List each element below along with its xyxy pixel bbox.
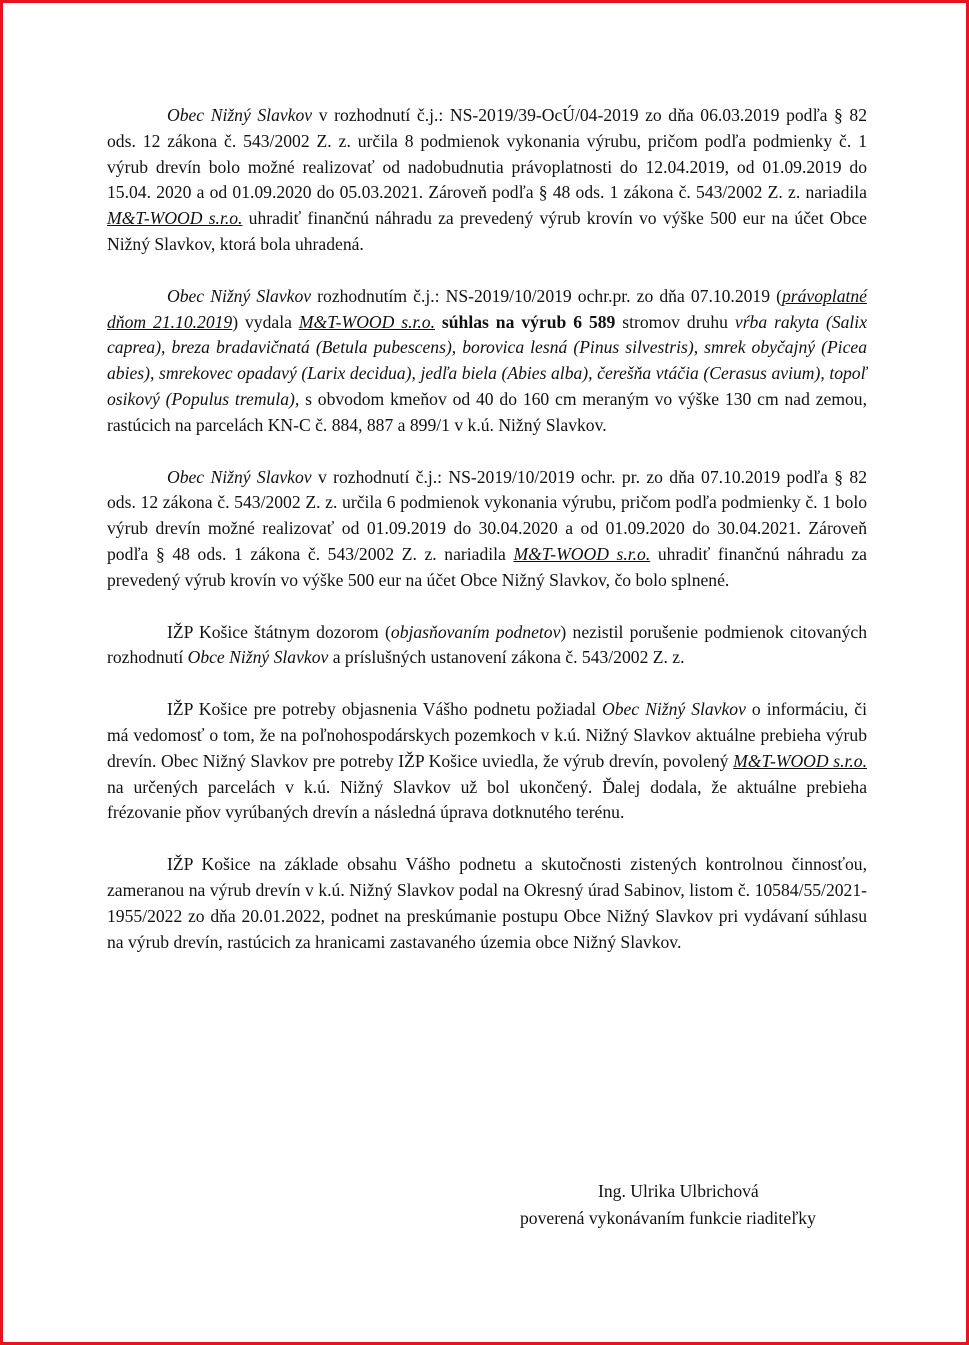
paragraph-text: uhradiť finančnú náhradu za prevedený výrub krovín vo výške 500 eur na účet Obce Nižný Slavkov, ktorá bola uhradená. bbox=[107, 208, 867, 254]
paragraph-text: IŽP Košice pre potreby objasnenia Vášho podnetu požiadal bbox=[167, 699, 602, 720]
paragraph-text: v rozhodnutí č.j.: NS-2019/10/2019 ochr. pr. zo dňa 07.10.2019 podľa § 82 ods. 12 zákona č. 543/2002 Z. z. určila 6 podmienok vykonania výrubu, pričom podľa podmienky č. 1 bolo výrub drevín možné realizovať od 01.09.2019 do 30.04.2020 a od 01.09.2020 do 30.04.2021. Zároveň podľa § 48 ods. 1 zákona č. 543/2002 Z. z. nariadila bbox=[107, 466, 867, 564]
paragraph-text: stromov druhu bbox=[615, 311, 735, 332]
company-name: M&T-WOOD s.r.o. bbox=[107, 208, 243, 229]
paragraph-6 bbox=[107, 852, 867, 955]
paragraph-2 bbox=[107, 284, 867, 439]
paragraph-text: ) nezistil porušenie podmienok citovaných rozhodnutí bbox=[107, 621, 868, 668]
paragraph-3 bbox=[107, 465, 867, 594]
letter-body bbox=[107, 103, 867, 981]
company-name: M&T-WOOD s.r.o. bbox=[513, 543, 651, 564]
paragraph-text: IŽP Košice na základe obsahu Vášho podnetu a skutočnosti zistených kontrolnou činnosťou, zameranou na výrub drevín v k.ú. Nižný Slavkov podal na Okresný úrad Sabinov, listom č. 10584/55/2021-1955/2022 zo dňa 20.01.2022, podnet na preskúmanie postupu Obce Nižný Slavkov pri vydávaní súhlasu na výrub drevín, rastúcich za hranicami zastavaného územia obce Nižný Slavkov. bbox=[107, 854, 867, 952]
obec-name: Obec Nižný Slavkov bbox=[601, 699, 746, 720]
obec-name: Obec Nižný Slavkov bbox=[167, 285, 312, 306]
signatory-name: Ing. Ulrika Ulbrichová bbox=[598, 1181, 759, 1201]
paragraph-4 bbox=[107, 620, 867, 672]
paragraph-text: na určených parcelách v k.ú. Nižný Slavkov už bol ukončený. Ďalej dodala, že aktuálne prebieha frézovanie pňov vyrúbaných drevín a následná úprava dotknutého terénu. bbox=[107, 776, 867, 823]
paragraph-text: s obvodom kmeňov od 40 do 160 cm meraným vo výške 130 cm nad zemou, rastúcich na parcelách KN-C č. 884, 887 a 899/1 v k.ú. Nižný Slavkov. bbox=[107, 388, 867, 435]
paragraph-text: o informáciu, či má vedomosť o tom, že na poľnohospodárskych pozemkoch v k.ú. Nižný Slavkov aktuálne prebieha výrub drevín. Obec Nižný Slavkov pre potreby IŽP Košice uviedla, že výrub drevín, povolený bbox=[107, 699, 867, 771]
paragraph-text: uhradiť finančnú náhradu za prevedený výrub krovín vo výške 500 eur na účet Obce Nižný Slavkov, čo bolo splnené. bbox=[107, 543, 867, 590]
paragraph-text: v rozhodnutí č.j.: NS-2019/39-OcÚ/04-2019 zo dňa 06.03.2019 podľa § 82 ods. 12 zákona č. 543/2002 Z. z. určila 8 podmienok vykonania výrubu, pričom podľa podmienky č. 1 výrub drevín bolo možné realizovať od nadobudnutia právoplatnosti do 12.04.2019, od 01.09.2019 do 15.04. 2020 a od 01.09.2020 do 05.03.2021. Zároveň podľa § 48 ods. 1 zákona č. 543/2002 Z. z. nariadila bbox=[107, 105, 867, 203]
obec-name: Obec Nižný Slavkov bbox=[167, 466, 312, 487]
signatory-role: poverená vykonávaním funkcie riaditeľky bbox=[520, 1208, 816, 1228]
obec-name: Obec Nižný Slavkov bbox=[167, 105, 313, 125]
paragraph-text: ) vydala bbox=[232, 311, 299, 332]
company-name: M&T-WOOD s.r.o. bbox=[733, 750, 867, 771]
paragraph-text: a príslušných ustanovení zákona č. 543/2002 Z. z. bbox=[328, 647, 685, 668]
signature-block bbox=[520, 1178, 880, 1232]
obec-name: Obce Nižný Slavkov bbox=[187, 647, 329, 668]
paragraph-text: rozhodnutím č.j.: NS-2019/10/2019 ochr.pr. zo dňa 07.10.2019 ( bbox=[311, 285, 782, 306]
paragraph-5 bbox=[107, 697, 867, 826]
inspection-note: objasňovaním podnetov bbox=[390, 621, 561, 642]
consent-text: súhlas na výrub 6 589 bbox=[434, 311, 616, 332]
paragraph-text: IŽP Košice štátnym dozorom ( bbox=[167, 621, 391, 642]
tree-species-list: vŕba rakyta (Salix caprea), breza bradavičnatá (Betula pubescens), borovica lesná (Pinus silvestris), smrek obyčajný (Picea abies), smrekovec opadavý (Larix decidua), jedľa biela (Abies alba), čerešňa vtáčia (Cerasus avium), topoľ osikový (Populus tremula), bbox=[107, 311, 867, 409]
company-name: M&T-WOOD s.r.o. bbox=[298, 311, 435, 332]
validity-note: právoplatné dňom 21.10.2019 bbox=[107, 285, 867, 332]
paragraph-1 bbox=[107, 103, 867, 258]
